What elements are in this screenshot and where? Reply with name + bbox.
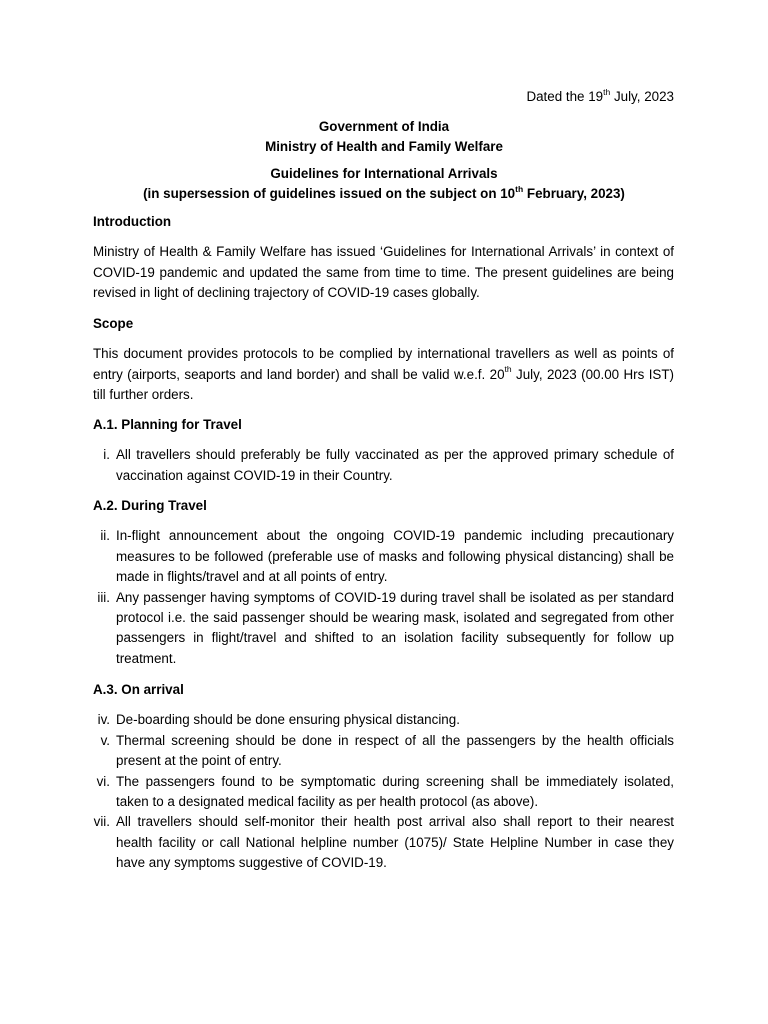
document-subtitle — [0, 184, 768, 204]
section-a2 — [93, 496, 674, 669]
list-item-text: Thermal screening should be done in respect of all the passengers by the health officials present at the point of entry. — [116, 732, 674, 769]
scope-text-suffix: July, 2023 (00.00 Hrs IST) till further orders. — [93, 366, 674, 403]
list-item-text: All travellers should self-monitor their health post arrival also shall report to their nearest health facility or call National helpline number (1075)/ State Helpline Number in case they have any symptoms suggestive of COVID-19. — [116, 814, 674, 871]
introduction-text: Ministry of Health & Family Welfare has issued ‘Guidelines for International Arrivals’ in context of COVID-19 pandemic and updated the same from time to time. The present guidelines are being revised in light of declining trajectory of COVID-19 cases globally. — [93, 244, 674, 301]
subtitle-text: (in supersession of guidelines issued on the subject on 10 — [143, 186, 516, 202]
subtitle-text-suffix: February, 2023) — [523, 186, 625, 202]
list-item — [93, 710, 674, 730]
list-item-text: All travellers should preferably be fully vaccinated as per the approved primary schedule of vaccination against COVID-19 in their Country. — [116, 447, 674, 483]
list-item-text: The passengers found to be symptomatic during screening shall be immediately isolated, taken to a designated medical facility as per health protocol (as above). — [116, 773, 674, 810]
scope-text — [93, 344, 674, 405]
government-title: Government of India — [318, 119, 450, 134]
section-a3-list — [93, 710, 674, 873]
document-title-block — [0, 164, 768, 205]
date-text: Dated the 19 — [526, 89, 604, 104]
date-superscript: th — [603, 86, 611, 97]
issuing-authority — [0, 117, 768, 158]
list-item — [93, 731, 674, 772]
list-item-number: iii. — [97, 589, 110, 605]
list-item — [93, 812, 674, 873]
section-a1-heading: A.1. Planning for Travel — [93, 417, 242, 432]
list-item — [93, 588, 674, 670]
section-a3-heading: A.3. On arrival — [93, 682, 184, 697]
scope-superscript: th — [504, 364, 512, 375]
section-a2-heading: A.2. During Travel — [93, 498, 207, 513]
document-date — [526, 87, 674, 107]
introduction-section — [93, 212, 674, 304]
list-item — [93, 445, 674, 486]
introduction-heading: Introduction — [93, 214, 172, 229]
ministry-title: Ministry of Health and Family Welfare — [265, 139, 503, 155]
subtitle-superscript: th — [515, 183, 524, 194]
section-a3 — [93, 680, 674, 874]
section-a1-list — [93, 445, 674, 486]
list-item-text: De-boarding should be done ensuring physical distancing. — [116, 712, 460, 728]
list-item-number: v. — [100, 732, 110, 748]
document-title: Guidelines for International Arrivals — [270, 166, 498, 181]
list-item-number: vii. — [93, 814, 110, 830]
list-item — [93, 772, 674, 813]
date-text-suffix: July, 2023 — [610, 89, 674, 104]
list-item-number: iv. — [97, 712, 110, 728]
list-item-number: ii. — [100, 528, 110, 544]
list-item-text: Any passenger having symptoms of COVID-19 during travel shall be isolated as per standard protocol i.e. the said passenger should be wearing mask, isolated and segregated from other passengers in flight/travel and shifted to an isolation facility subsequently for follow up treatment. — [116, 589, 674, 666]
scope-text-part: This document provides protocols to be complied by international travellers as well as points of entry (airports, seaports and land border) and shall be valid w.e.f. 20 — [93, 346, 674, 382]
scope-section — [93, 314, 674, 406]
list-item-number: vi. — [96, 773, 110, 789]
section-a1 — [93, 415, 674, 486]
list-item-text: In-flight announcement about the ongoing COVID-19 pandemic including precautionary measures to be followed (preferable use of masks and following physical distancing) shall be made in flights/travel and at all points of entry. — [116, 528, 674, 585]
list-item — [93, 526, 674, 587]
list-item-number: i. — [103, 447, 110, 463]
scope-heading: Scope — [93, 316, 134, 331]
section-a2-list — [93, 526, 674, 669]
